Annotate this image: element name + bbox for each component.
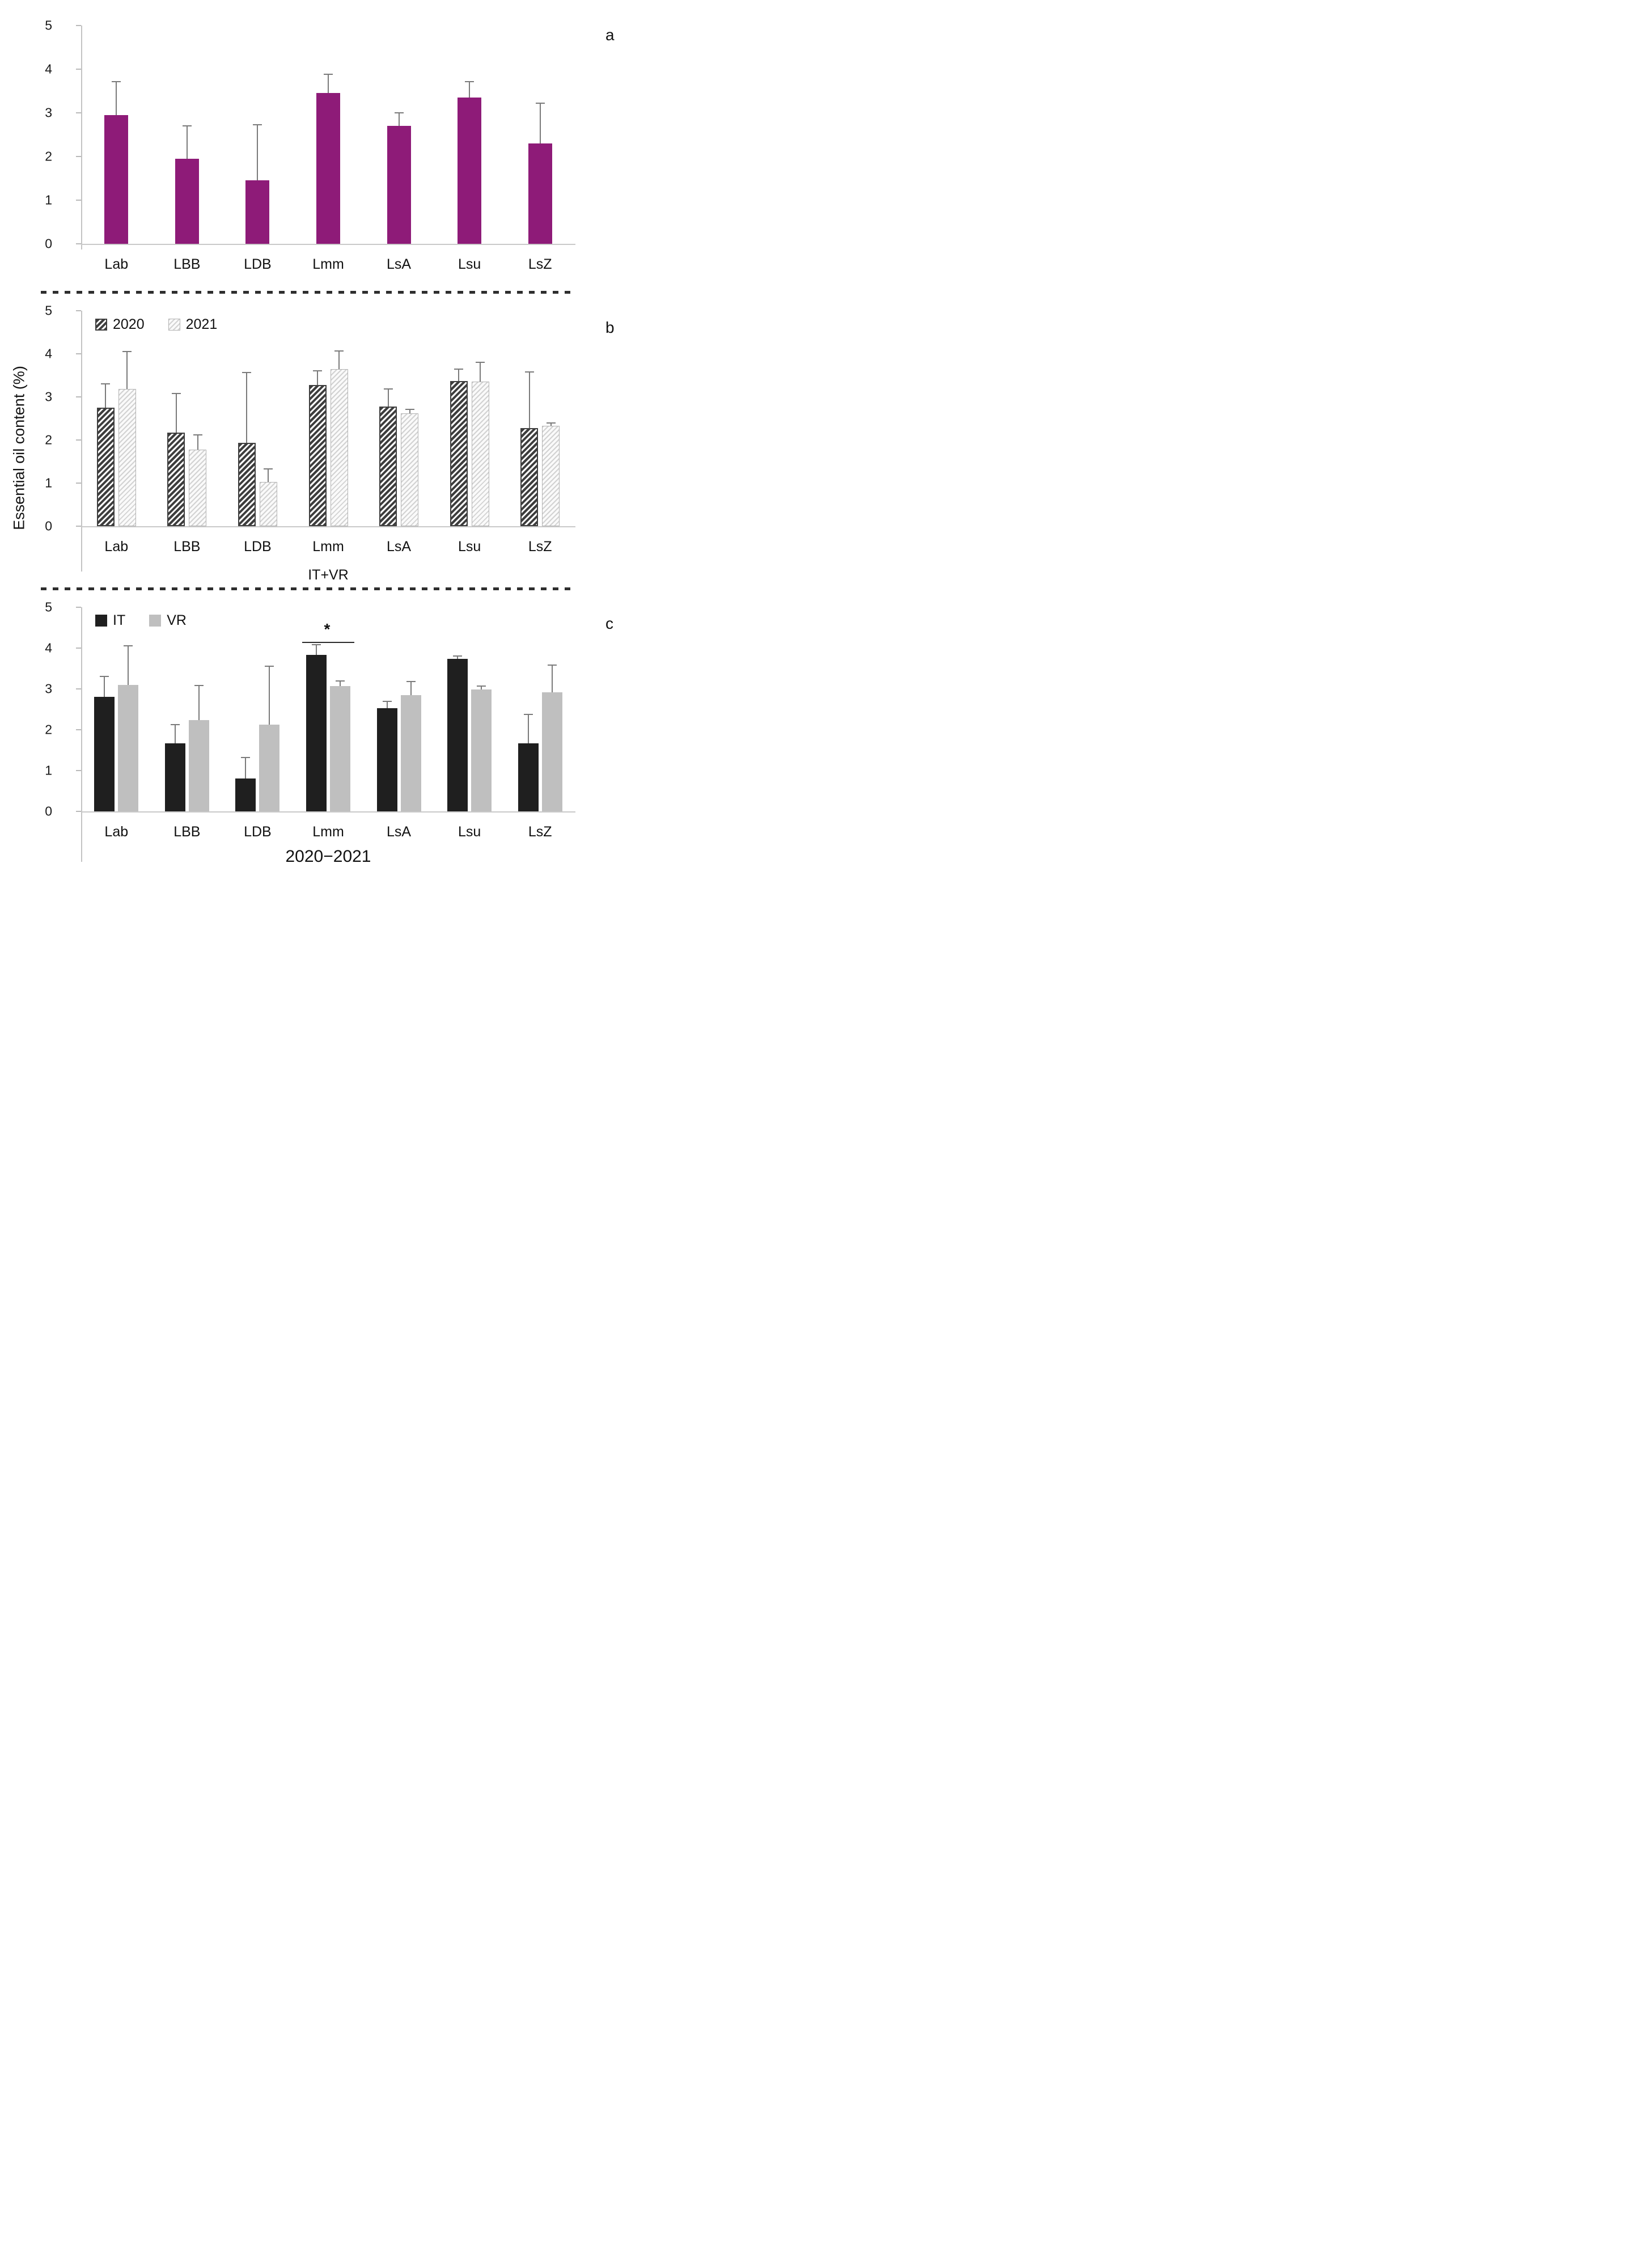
y-tick-mark (76, 439, 81, 441)
x-category-label: Lsu (458, 824, 481, 840)
y-tick-mark (76, 729, 81, 730)
error-bar-cap (384, 388, 393, 390)
y-tick-label: 4 (45, 346, 52, 361)
error-bar-cap (124, 645, 133, 646)
error-bar (458, 369, 459, 381)
error-bar-cap (101, 383, 110, 384)
bar-series-LBB (175, 159, 199, 244)
error-bar-cap (242, 372, 251, 373)
legend-swatch-2021 (168, 319, 180, 331)
y-tick-label: 0 (45, 518, 52, 534)
x-category-label: LsZ (528, 539, 552, 555)
error-bar (128, 646, 129, 684)
error-bar-cap (172, 393, 181, 394)
error-bar (316, 645, 317, 655)
bar-VR-LsZ (542, 692, 562, 811)
error-bar (197, 435, 198, 450)
bar-2020-LDB (238, 443, 256, 526)
y-tick-label: 5 (45, 18, 52, 33)
bar-2021-Lmm (331, 369, 348, 526)
x-category-label: LsZ (528, 256, 552, 272)
error-bar-cap (183, 125, 192, 126)
x-category-label: LsA (387, 824, 412, 840)
x-axis-baseline (81, 526, 575, 527)
bar-IT-LsA (377, 708, 397, 811)
error-bar (175, 725, 176, 743)
y-tick-mark (76, 25, 81, 26)
bar-IT-Lmm (306, 655, 327, 811)
x-category-label: LBB (173, 539, 201, 555)
error-bar (552, 665, 553, 692)
bar-VR-Lsu (471, 689, 492, 811)
bar-2020-Lsu (450, 381, 468, 526)
y-axis-line (81, 26, 82, 249)
x-category-label: Lmm (312, 256, 344, 272)
panel-letter-b: b (605, 319, 615, 336)
error-bar (387, 701, 388, 708)
x-axis-baseline (81, 811, 575, 813)
legend-label: 2021 (185, 316, 218, 332)
y-tick-label: 5 (45, 599, 52, 615)
bar-2021-Lsu (472, 382, 489, 526)
error-bar-cap (312, 644, 321, 645)
bar-2021-LsZ (542, 426, 560, 526)
bar-2020-Lab (97, 408, 115, 526)
error-bar (338, 351, 340, 369)
error-bar (410, 682, 412, 695)
x-category-label: LBB (173, 824, 201, 840)
x-axis-baseline (81, 244, 575, 245)
error-bar-cap (395, 112, 404, 113)
error-bar-cap (313, 370, 322, 371)
error-bar (176, 393, 177, 433)
x-category-label: Lsu (458, 539, 481, 555)
dashed-separator-b-c (41, 587, 571, 590)
error-bar-cap (253, 124, 262, 125)
legend-item-2020 (95, 316, 145, 333)
error-bar (257, 125, 258, 181)
panel-letter-a: a (605, 26, 615, 44)
bar-IT-Lab (94, 697, 115, 811)
bar-2021-LsA (401, 413, 418, 526)
y-tick-mark (76, 353, 81, 354)
bar-IT-Lsu (447, 659, 468, 811)
y-tick-label: 1 (45, 192, 52, 208)
y-tick-label: 2 (45, 432, 52, 447)
x-category-label: Lmm (312, 539, 344, 555)
error-bar-cap (171, 724, 180, 725)
y-tick-mark (76, 156, 81, 157)
y-tick-mark (76, 310, 81, 311)
bar-IT-LBB (165, 743, 185, 811)
error-bar-cap (334, 350, 344, 352)
y-tick-label: 4 (45, 640, 52, 655)
legend-label: IT (113, 612, 126, 628)
error-bar (528, 714, 529, 743)
error-bar (104, 676, 105, 697)
legend-swatch-VR (149, 615, 161, 627)
y-tick-mark (76, 688, 81, 689)
x-category-label: Lab (104, 539, 129, 555)
bar-VR-LDB (259, 725, 279, 811)
error-bar (480, 362, 481, 381)
x-category-label: Lab (104, 256, 129, 272)
x-category-label: LsA (387, 256, 412, 272)
bar-2020-LsZ (520, 428, 538, 526)
legend (95, 316, 217, 333)
bar-series-LDB (245, 180, 269, 244)
y-tick-label: 2 (45, 722, 52, 737)
error-bar (317, 371, 318, 385)
error-bar (126, 352, 128, 389)
x-axis-title: 2020−2021 (285, 847, 371, 866)
significance-line (302, 642, 354, 643)
error-bar-cap (405, 409, 414, 410)
error-bar (409, 409, 410, 413)
error-bar (116, 82, 117, 115)
significance-star: * (324, 620, 331, 638)
y-axis-line (81, 607, 82, 862)
y-tick-mark (76, 483, 81, 484)
bar-2020-LsA (379, 407, 397, 526)
y-tick-label: 3 (45, 681, 52, 696)
error-bar (268, 469, 269, 483)
error-bar (399, 113, 400, 126)
error-bar (245, 758, 246, 778)
x-category-label: LDB (244, 256, 272, 272)
error-bar-cap (324, 74, 333, 75)
y-tick-label: 1 (45, 475, 52, 490)
bar-VR-LBB (189, 720, 209, 811)
error-bar-cap (548, 665, 557, 666)
error-bar (469, 82, 470, 98)
error-bar (540, 103, 541, 143)
bar-VR-LsA (401, 695, 421, 811)
error-bar-cap (536, 103, 545, 104)
x-category-label: LDB (244, 824, 272, 840)
x-axis-title: IT+VR (308, 567, 349, 583)
y-tick-mark (76, 526, 81, 527)
x-category-label: Lmm (312, 824, 344, 840)
error-bar-cap (100, 676, 109, 677)
error-bar-cap (454, 369, 463, 370)
error-bar (105, 384, 106, 408)
legend-item-2021 (168, 316, 218, 333)
bar-series-Lab (104, 115, 128, 244)
figure-essential-oil-content (0, 0, 629, 872)
error-bar-cap (524, 714, 533, 715)
y-tick-mark (76, 811, 81, 812)
dashed-separator-a-b (41, 291, 571, 294)
x-category-label: LsZ (528, 824, 552, 840)
error-bar (529, 372, 530, 428)
error-bar-cap (265, 666, 274, 667)
error-bar-cap (453, 655, 462, 657)
legend-item-IT (95, 612, 125, 629)
error-bar-cap (477, 686, 486, 687)
error-bar-cap (465, 81, 474, 82)
y-tick-mark (76, 112, 81, 113)
y-tick-mark (76, 243, 81, 244)
bar-2021-LBB (189, 450, 206, 526)
y-tick-label: 4 (45, 61, 52, 77)
error-bar-cap (112, 81, 121, 82)
error-bar-cap (122, 351, 132, 352)
y-axis-line (81, 311, 82, 572)
bar-series-Lsu (458, 98, 481, 244)
error-bar (187, 126, 188, 159)
bar-VR-Lmm (330, 686, 350, 811)
bar-series-LsA (387, 126, 411, 244)
bar-IT-LsZ (518, 743, 539, 811)
bar-2021-LDB (260, 482, 277, 526)
error-bar (328, 74, 329, 93)
bar-2020-Lmm (309, 385, 327, 526)
y-tick-label: 5 (45, 303, 52, 318)
error-bar (269, 666, 270, 724)
x-category-label: LsA (387, 539, 412, 555)
legend (95, 612, 187, 629)
error-bar-cap (193, 434, 202, 435)
error-bar-cap (241, 757, 250, 758)
error-bar (198, 686, 200, 720)
error-bar-cap (476, 362, 485, 363)
legend-label: VR (167, 612, 187, 628)
error-bar-cap (547, 422, 556, 424)
y-tick-mark (76, 396, 81, 397)
y-tick-label: 0 (45, 803, 52, 819)
y-axis-title: Essential oil content (%) (10, 366, 28, 530)
y-tick-label: 2 (45, 149, 52, 164)
y-tick-label: 0 (45, 236, 52, 251)
x-category-label: LBB (173, 256, 201, 272)
bar-2020-LBB (167, 433, 185, 526)
y-tick-mark (76, 200, 81, 201)
bar-2021-Lab (118, 389, 136, 526)
bar-IT-LDB (235, 778, 256, 811)
y-tick-label: 3 (45, 105, 52, 120)
bar-series-LsZ (528, 143, 552, 244)
error-bar-cap (264, 468, 273, 469)
legend-swatch-IT (95, 615, 107, 627)
error-bar-cap (383, 701, 392, 702)
error-bar-cap (406, 681, 416, 682)
x-category-label: LDB (244, 539, 272, 555)
panel-letter-c: c (605, 615, 613, 632)
y-tick-mark (76, 69, 81, 70)
error-bar (246, 373, 247, 443)
y-tick-label: 3 (45, 389, 52, 404)
error-bar-cap (525, 371, 534, 373)
x-category-label: Lab (104, 824, 129, 840)
legend-label: 2020 (113, 316, 145, 332)
y-tick-mark (76, 648, 81, 649)
error-bar (388, 389, 389, 406)
bar-series-Lmm (316, 93, 340, 244)
error-bar (340, 681, 341, 686)
legend-item-VR (149, 612, 187, 629)
y-tick-label: 1 (45, 763, 52, 778)
legend-swatch-2020 (95, 319, 107, 331)
error-bar-cap (336, 680, 345, 682)
y-tick-mark (76, 607, 81, 608)
x-category-label: Lsu (458, 256, 481, 272)
error-bar-cap (194, 685, 204, 686)
y-tick-mark (76, 770, 81, 771)
bar-VR-Lab (118, 685, 138, 811)
